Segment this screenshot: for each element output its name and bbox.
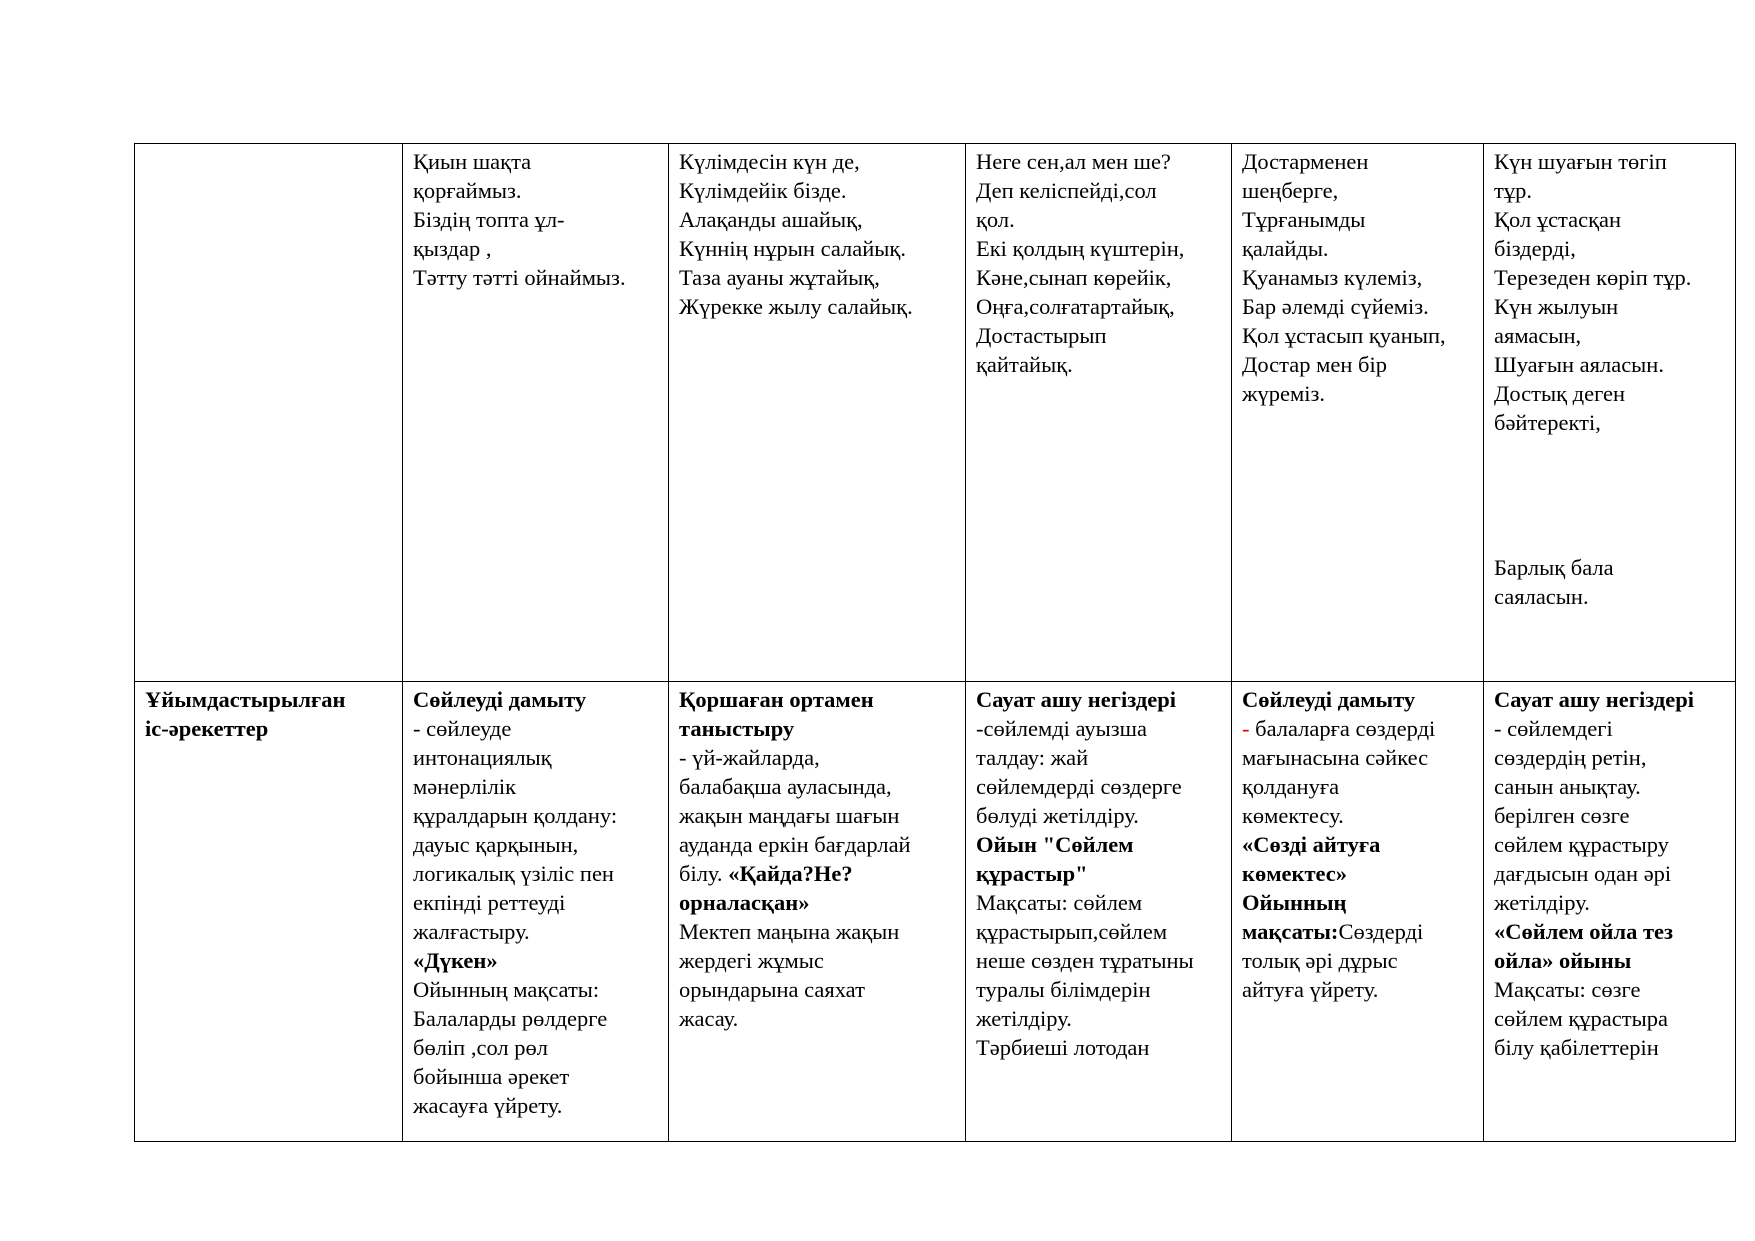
row-label-cell [135, 144, 403, 682]
row-label-activities: Ұйымдастырылған іс-әрекеттер [135, 682, 403, 1142]
song-cell-4: Достарменен шеңберге, Тұрғанымды қалайды. Қуанамыз күлеміз, Бар әлемді сүйеміз. Қол ұстасып қуанып, Достар мен бір жүреміз. [1232, 144, 1484, 682]
activity-title: Сөйлеуді дамыту [1242, 687, 1416, 712]
plan-table [134, 143, 1736, 1142]
song-cell-3: Неге сен,ал мен ше? Деп келіспейді,сол қол. Екі қолдың күштерін, Кәне,сынап көрейік, Оңға,солғатартайық, Достастырып қайтайық. [966, 144, 1232, 682]
song-cell-1: Қиын шақта қорғаймыз. Біздің топта ұл- қыздар , Тәтту тәтті ойнаймыз. [403, 144, 669, 682]
game-title: «Сөзді айтуға [1242, 832, 1381, 857]
activity-title: Сауат ашу негіздері [976, 687, 1176, 712]
activity-cell-5: Сауат ашу негіздері - сөйлемдегі сөздердің ретін, санын анықтау. берілген сөзге сөйлем құрастыру дағдысын одан әрі жетілдіру. «Сөйлем ойла тез ойла» ойыны Мақсаты: сөзге сөйлем құрастыра білу қабілеттерін [1484, 682, 1736, 1142]
table-row-activities [135, 682, 1736, 1142]
song-cell-2: Күлімдесін күн де, Күлімдейік бізде. Алақанды ашайық, Күннің нұрын салайық. Таза ауаны жұтайық, Жүрекке жылу салайық. [669, 144, 966, 682]
activity-cell-2: Қоршаған ортамен таныстыру - үй-жайларда, балабақша ауласында, жақын маңдағы шағын ауданда еркін бағдарлай білу. «Қайда?Не? орналасқан» Мектеп маңына жақын жердегі жұмыс орындарына саяхат жасау. [669, 682, 966, 1142]
activity-cell-1: Сөйлеуді дамыту - сөйлеуде интонациялық мәнерлілік құралдарын қолдану: дауыс қарқынын, логикалық үзіліс пен екпінді реттеуді жалғастыру. «Дүкен» Ойынның мақсаты: Балаларды рөлдерге бөліп ,сол рөл бойынша әрекет жасауға үйрету. [403, 682, 669, 1142]
game-title: «Дүкен» [413, 948, 498, 973]
activity-title: Қоршаған ортамен [679, 687, 874, 712]
activity-title: Сөйлеуді дамыту [413, 687, 587, 712]
table-row-songs [135, 144, 1736, 682]
activity-cell-3: Сауат ашу негіздері -сөйлемді ауызша талдау: жай сөйлемдерді сөздерге бөлуді жетілдіру. Ойын "Сөйлем құрастыр" Мақсаты: сөйлем құрастырып,сөйлем неше сөзден тұратыны туралы білімдерін жетілдіру. Тәрбиеші лотодан [966, 682, 1232, 1142]
game-title: Ойын "Сөйлем [976, 832, 1134, 857]
game-title: «Сөйлем ойла тез [1494, 919, 1674, 944]
activity-title: Сауат ашу негіздері [1494, 687, 1694, 712]
song-cell-5: Күн шуағын төгіп тұр. Қол ұстасқан біздерді, Терезеден көріп тұр. Күн жылуын аямасын, Шуағын аяласын. Достық деген бәйтеректі, Барлық бала саяласын. [1484, 144, 1736, 682]
activity-cell-4: Сөйлеуді дамыту - балаларға сөздерді мағынасына сәйкес қолдануға көмектесу. «Сөзді айтуға көмектес» Ойынның мақсаты:Сөздерді толық әрі дұрыс айтуға үйрету. [1232, 682, 1484, 1142]
game-title: «Қайда?Не? [728, 861, 853, 886]
